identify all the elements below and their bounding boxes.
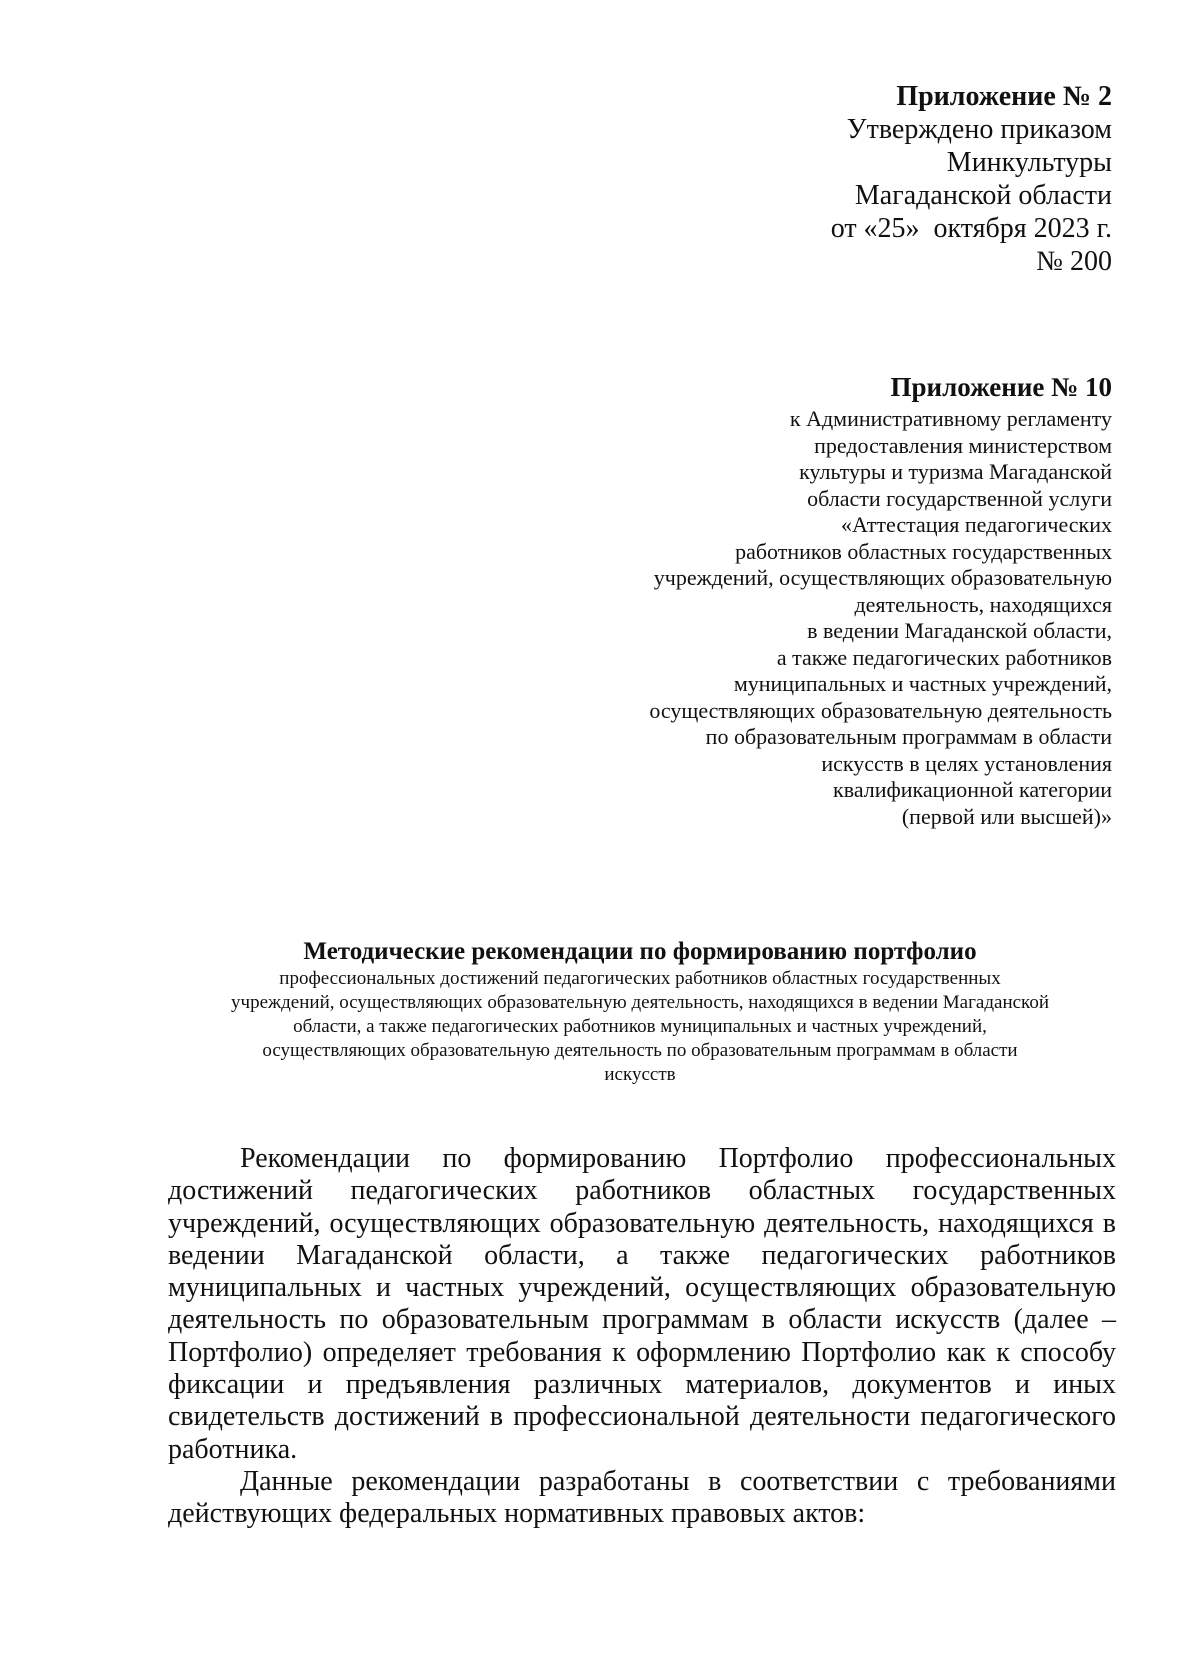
document-body — [168, 1143, 1116, 1531]
subtitle-line: осуществляющих образовательную деятельность по образовательным программам в области — [262, 1040, 1018, 1061]
appendix-10-line: по образовательным программам в области — [705, 724, 1112, 749]
appendix-10-line: культуры и туризма Магаданской — [799, 459, 1112, 484]
subtitle-line: учреждений, осуществляющих образовательную деятельность, находящихся в ведении Магаданской — [231, 992, 1049, 1013]
appendix-2-line: Минкультуры — [946, 147, 1112, 178]
subtitle-line: профессиональных достижений педагогических работников областных государственных — [279, 968, 1001, 989]
appendix-10-line: к Административному регламенту — [789, 406, 1112, 431]
appendix-10-heading: Приложение № 10 — [890, 372, 1112, 402]
body-paragraph: Данные рекомендации разработаны в соответствии с требованиями действующих федеральных нормативных правовых актов: — [168, 1465, 1116, 1530]
appendix-10-line: «Аттестация педагогических — [841, 512, 1112, 537]
appendix-2-line: № 200 — [1036, 246, 1112, 277]
appendix-2-stamp — [831, 80, 1112, 278]
appendix-10-line: муниципальных и частных учреждений, — [733, 671, 1112, 696]
document-title: Методические рекомендации по формированию портфолио — [303, 938, 977, 965]
appendix-10-line: искусств в целях установления — [821, 750, 1112, 776]
appendix-10-line: в ведении Магаданской области, — [807, 618, 1112, 643]
subtitle-line: области, а также педагогических работников муниципальных и частных учреждений, — [293, 1016, 987, 1037]
appendix-10-line: деятельность, находящихся — [854, 591, 1112, 617]
appendix-10-line: осуществляющих образовательную деятельность — [649, 697, 1112, 723]
appendix-2-line: Магаданской области — [854, 180, 1112, 211]
appendix-10-stamp — [552, 370, 1112, 830]
appendix-10-line: работников областных государственных — [735, 538, 1112, 564]
body-paragraph: Рекомендации по формированию Портфолио профессиональных достижений педагогических работников областных государственных учреждений, осуществляющих образовательную деятельность, находящихся в ведении Магаданской области, а также педагогических работников муниципальных и частных учреждений, осуществляющих образовательную деятельность по образовательным программам в области искусств (далее – Портфолио) определяет требования к оформлению Портфолио как к способу фиксации и предъявления различных материалов, документов и иных свидетельств достижений в профессиональной деятельности педагогического работника. — [168, 1143, 1116, 1465]
subtitle-line: искусств — [604, 1064, 676, 1085]
appendix-2-line: от «25» октября 2023 г. — [830, 213, 1112, 244]
appendix-10-line: предоставления министерством — [814, 432, 1112, 458]
document-subtitle — [160, 967, 1120, 1087]
appendix-2-heading: Приложение № 2 — [896, 81, 1112, 112]
appendix-10-line: области государственной услуги — [807, 485, 1112, 511]
appendix-10-line: квалификационной категории — [833, 777, 1112, 802]
appendix-10-line: а также педагогических работников — [776, 644, 1112, 670]
appendix-10-line: учреждений, осуществляющих образовательную — [653, 565, 1112, 590]
document-title-block — [160, 937, 1120, 1087]
appendix-10-line: (первой или высшей)» — [901, 803, 1112, 829]
appendix-2-line: Утверждено приказом — [846, 114, 1112, 145]
